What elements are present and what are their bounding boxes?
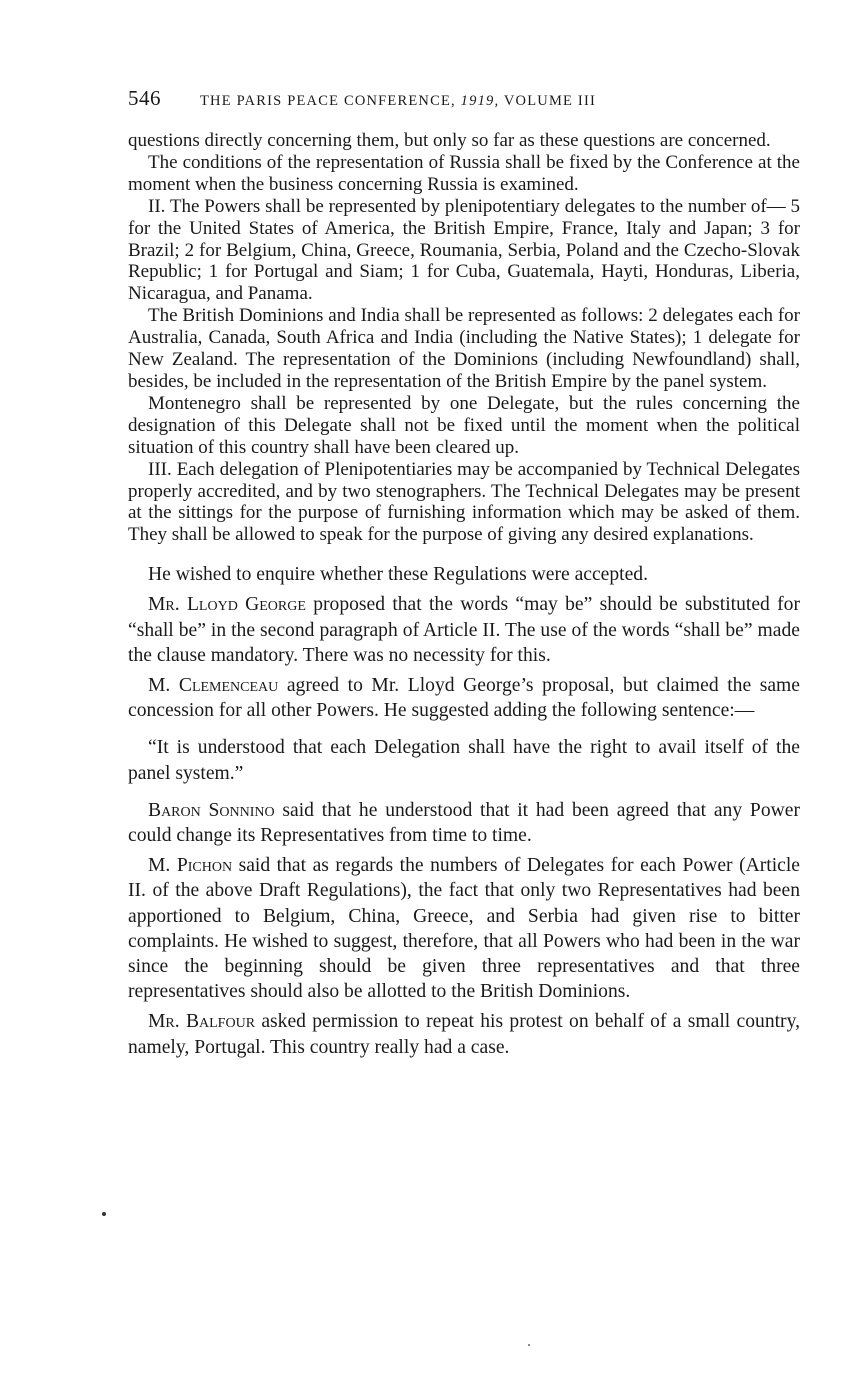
speaker-name: Baron Sonnino — [148, 799, 275, 821]
margin-mark — [102, 1212, 106, 1216]
minutes-paragraph: He wished to enquire whether these Regulations were accepted. — [148, 564, 648, 586]
minutes-paragraph — [128, 673, 800, 723]
page-number: 546 — [128, 86, 161, 110]
speaker-name: M. Pichon — [148, 855, 233, 877]
speech-text: proposed that the words “may be” should be substituted for “shall be” in the second paragraph of Article II. The use of the words “shall be” made the clause mandatory. There was no necessity for this. — [128, 594, 800, 666]
draft-regulations-excerpt — [128, 130, 800, 546]
speaker-name: Mr. Balfour — [148, 1011, 256, 1033]
speech-text: said that he understood that it had been agreed that any Power could change its Representatives from time to time. — [128, 799, 800, 847]
speech-text: asked permission to repeat his protest on behalf of a small country, namely, Portugal. This country really had a case. — [128, 1011, 801, 1058]
speech-text: said that as regards the numbers of Delegates for each Power (Article II. of the above Draft Regulations), the fact that only two Representatives had been apportioned to Belgium, China, Greece, and Serbia had given rise to bitter complaints. He wished to suggest, therefore, that all Powers who had been in the war since the beginning should be given three representatives and that three representatives should also be allotted to the British Dominions. — [128, 855, 800, 1003]
minutes-text — [128, 562, 800, 1060]
regulations-paragraph: questions directly concerning them, but only so far as these questions are concerned. — [128, 130, 771, 151]
speaker-name: M. Clemenceau — [148, 675, 279, 697]
regulations-paragraph: Montenegro shall be represented by one Delegate, but the rules concerning the designation of this Delegate shall not be fixed until the moment when the political situation of this country shall have been cleared up. — [128, 392, 800, 458]
regulations-paragraph: III. Each delegation of Plenipotentiaries may be accompanied by Technical Delegates properly accredited, and by two stenographers. The Technical Delegates may be present at the sittings for the purpose of furnishing information which may be asked of them. They shall be allowed to speak for the purpose of giving any desired explanations. — [128, 458, 800, 546]
minutes-paragraph — [128, 798, 800, 848]
running-head — [200, 93, 596, 110]
page-header — [128, 86, 800, 116]
quoted-sentence: “It is understood that each Delegation shall have the right to avail itself of the panel system.” — [128, 737, 800, 784]
minutes-paragraph — [128, 853, 800, 1004]
running-head-prefix: THE PARIS PEACE CONFERENCE, — [200, 93, 456, 109]
running-head-suffix: VOLUME III — [503, 93, 597, 109]
speaker-name: Mr. Lloyd George — [148, 594, 306, 616]
document-page — [128, 86, 800, 1060]
footer-mark — [528, 1344, 530, 1346]
minutes-paragraph — [128, 592, 800, 668]
regulations-paragraph: The British Dominions and India shall be represented as follows: 2 delegates each for Australia, Canada, South Africa and India (including the Native States); 1 delegate for New Zealand. The representation of the Dominions (including Newfoundland) shall, besides, be included in the representation of the British Empire by the panel system. — [128, 305, 800, 392]
minutes-paragraph — [128, 1009, 800, 1059]
speech-text: agreed to Mr. Lloyd George’s proposal, but claimed the same concession for all other Powers. He suggested adding the following sentence:— — [128, 675, 800, 722]
regulations-paragraph: II. The Powers shall be represented by plenipotentiary delegates to the number of— 5 for the United States of America, the British Empire, France, Italy and Japan; 3 for Brazil; 2 for Belgium, China, Greece, Roumania, Serbia, Poland and the Czecho-Slovak Republic; 1 for Portugal and Siam; 1 for Cuba, Guatemala, Hayti, Honduras, Liberia, Nicaragua, and Panama. — [128, 195, 800, 305]
regulations-paragraph: The conditions of the representation of Russia shall be fixed by the Conference at the moment when the business concerning Russia is examined. — [128, 151, 800, 195]
running-head-year: 1919, — [460, 93, 500, 109]
